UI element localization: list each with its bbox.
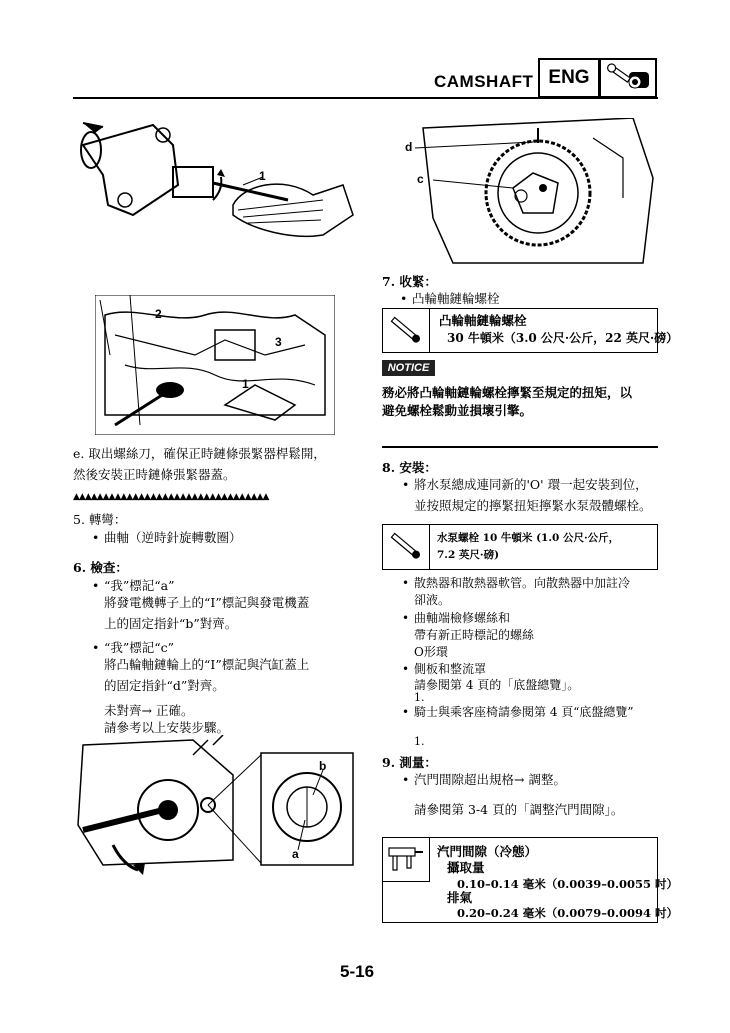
alternator-mark-figure [73,735,358,875]
step-6-title: 6. 檢查： [73,560,128,575]
torque-spec-box [382,308,679,353]
step-9-title: 9. 測量： [382,755,437,770]
step-7-bullet: • 凸輪軸鏈輪螺栓 [412,288,500,309]
step-e-line-2: 然後安裝正時鏈條張緊器蓋。 [73,467,236,482]
step-6-b1-line-1: 將發電機轉子上的“I”標記與發電機蓋 [104,595,310,610]
step-6-bullet-2: • “我”標記“c” [104,637,174,658]
spec-line-2: 7.2 英尺·磅) [437,549,500,561]
callout-label: 1 [259,169,266,183]
page-title: CAMSHAFT [434,72,534,91]
step-8-bullet-line-2: 並按照規定的擰緊扭矩擰緊水泵殼體螺栓。 [414,498,652,513]
exhaust-label: 排氣 [447,890,473,905]
notice-line-1: 務必將凸輪軸鏈輪螺栓擰緊至規定的扭矩，以 [382,385,633,400]
step-6-note-1: 未對齊→ 正確。 [104,703,194,718]
install-item-2-line-2: 帶有新正時標記的螺絲 [414,628,535,642]
callout-label: a [292,847,299,861]
install-item-2-line-1: • 曲軸端檢修螺絲和 [414,610,510,627]
tensioner-figure [73,105,358,280]
section-rule [382,446,658,448]
spec-value: 30 牛頓米（3.0 公尺·公斤，22 英尺·磅） [447,331,679,345]
section-badge: ENG [538,58,600,98]
callout-label: c [417,172,424,186]
install-item-1-line-2: 卻液。 [414,593,451,607]
step-5-bullet: • 曲軸（逆時針旋轉數圈） [104,527,242,548]
spec-title: 凸輪軸鏈輪螺栓 [439,313,527,328]
water-pump-spec-box [382,524,658,570]
install-item-1-line-1: • 散熱器和散熱器軟管。向散熱器中加註冷 [414,575,630,592]
step-5-title: 5. 轉彎： [73,512,127,527]
header-rule [73,97,658,99]
engine-tensioner-figure [95,295,335,435]
page-number: 5-16 [340,962,375,981]
notice-line-2: 避免螺栓鬆動並損壞引擎。 [382,403,533,418]
step-6-b1-line-2: 上的固定指針“b”對齊。 [104,616,238,631]
step-9-bullet: • 汽門間隙超出規格→ 調整。 [414,769,566,790]
step-7-title: 7. 收緊： [382,274,437,289]
step-e-line-1: e. 取出螺絲刀，確保正時鏈條張緊器桿鬆開， [73,446,326,461]
step-8-title: 8. 安裝： [382,460,437,475]
install-item-2-line-3: O形環 [414,645,448,659]
spec-line-1: 水泵螺栓 10 牛頓米 (1.0 公尺·公斤， [437,532,620,544]
feeler-gauge-icon [383,838,430,882]
intake-value: 0.10–0.14 毫米（0.0039–0.0055 吋） [457,877,679,891]
end-marker-triangles: ▲▲▲▲▲▲▲▲▲▲▲▲▲▲▲▲▲▲▲▲▲▲▲▲▲▲▲▲▲▲▲▲▲ [73,492,269,502]
install-item-3-line-1: • 側板和整流罩 [414,661,486,678]
callout-label: d [405,140,413,154]
install-item-4-line-1: • 騎士與乘客座椅請參閱第 4 頁“底盤總覽” [414,704,634,721]
clearance-title: 汽門間隙（冷態） [437,844,538,859]
callout-label: 3 [275,335,282,349]
camshaft-sprocket-figure [393,118,658,268]
valve-clearance-spec-box [382,837,679,923]
install-item-3-line-3: 1. [414,691,425,704]
callout-label: 1 [242,377,249,391]
callout-label: 2 [155,307,162,321]
step-6-bullet-1: • “我”標記“a” [104,575,175,596]
install-item-3-line-2: 請參閱第 4 頁的「底盤總覽」。 [414,678,580,692]
step-8-bullet: • 將水泵總成連同新的'O' 環一起安裝到位， [414,474,648,495]
intake-label: 攝取量 [447,860,485,875]
step-9-ref: 請參閱第 3-4 頁的「調整汽門間隙」。 [414,802,624,817]
torque-wrench-icon [383,525,430,569]
exhaust-value: 0.20–0.24 毫米（0.0079–0.0094 吋） [457,906,679,920]
torque-wrench-icon [383,309,430,352]
step-6-b2-line-1: 將凸輪軸鏈輪上的“I”標記與汽缸蓋上 [104,657,310,672]
install-item-4-line-3: 1. [414,735,425,748]
engine-wrench-icon [599,58,657,98]
step-6-note-2: 請參考以上安裝步驟。 [104,720,230,735]
callout-label: b [319,759,327,773]
notice-label: NOTICE [382,360,435,376]
step-6-b2-line-2: 的固定指針“d”對齊。 [104,678,225,693]
